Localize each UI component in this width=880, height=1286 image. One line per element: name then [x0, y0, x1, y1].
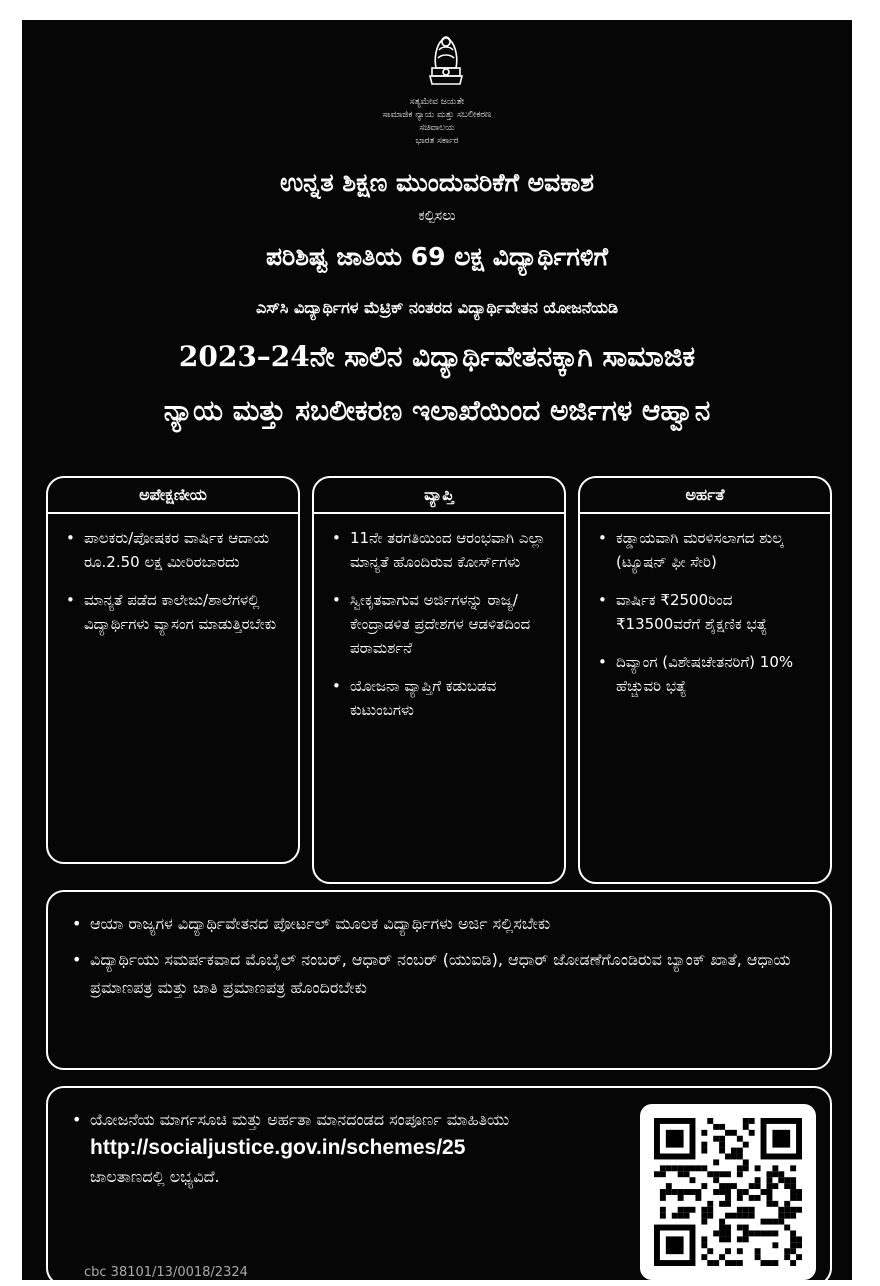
list-item: • ಸ್ವೀಕೃತವಾಗುವ ಅರ್ಜಿಗಳನ್ನು ರಾಜ್ಯ/ಕೇಂದ್ರಾಡಳಿತ ಪ್ರದೇಶಗಳ ಆಡಳಿತದಿಂದ ಪರಾಮರ್ಶನೆ	[328, 588, 554, 660]
footer-code: cbc 38101/13/0018/2324	[84, 1265, 248, 1280]
headline-2: ಕಲ್ಪಿಸಲು	[418, 208, 456, 224]
instructions-box	[46, 890, 832, 1070]
poster	[22, 20, 852, 1280]
eligibility-box	[578, 476, 832, 884]
national-emblem-icon	[422, 28, 470, 94]
list-item: • ವಾರ್ಷಿಕ ₹2500ರಿಂದ ₹13500ವರೆಗೆ ಶೈಕ್ಷಣಿಕ ಭತ್ಯೆ	[594, 588, 820, 636]
info-text-after: ಜಾಲತಾಣದಲ್ಲಿ ಲಭ್ಯವಿದೆ.	[90, 1167, 220, 1186]
headline-4: ಎಸ್‌ಸಿ ವಿದ್ಯಾರ್ಥಿಗಳ ಮೆಟ್ರಿಕ್ ನಂತರದ ವಿದ್ಯಾರ್ಥಿವೇತನ ಯೋಜನೆಯಡಿ	[255, 298, 619, 317]
list-item: • 11ನೇ ತರಗತಿಯಿಂದ ಆರಂಭವಾಗಿ ಎಲ್ಲಾ ಮಾನ್ಯತೆ ಹೊಂದಿರುವ ಕೋರ್ಸ್‌ಗಳು	[328, 526, 554, 574]
headline-1: ಉನ್ನತ ಶಿಕ್ಷಣ ಮುಂದುವರಿಕೆಗೆ ಅವಕಾಶ	[280, 168, 594, 197]
list-item: • ಮಾನ್ಯತೆ ಪಡೆದ ಕಾಲೇಜು/ಶಾಲೆಗಳಲ್ಲಿ ವಿದ್ಯಾರ್ಥಿಗಳು ವ್ಯಾಸಂಗ ಮಾಡುತ್ತಿರಬೇಕು	[62, 588, 288, 636]
ministry-type: ಸಚಿವಾಲಯ	[419, 123, 455, 133]
ministry-name: ಸಾಮಾಜಿಕ ನ್ಯಾಯ ಮತ್ತು ಸಬಲೀಕರಣ	[382, 110, 492, 120]
desirable-title: ಅಪೇಕ್ಷಣೀಯ	[48, 478, 298, 514]
list-item: • ದಿವ್ಯಾಂಗ (ವಿಶೇಷಚೇತನರಿಗೆ) 10% ಹೆಚ್ಚುವರಿ ಭತ್ಯೆ	[594, 650, 820, 698]
list-item: • ಕಡ್ಡಾಯವಾಗಿ ಮರಳಿಸಲಾಗದ ಶುಲ್ಕ (ಟ್ಯೂಷನ್ ಫೀ ಸೇರಿ)	[594, 526, 820, 574]
emblem-motto: ಸತ್ಯಮೇವ ಜಯತೇ	[409, 97, 465, 107]
headline-5: 2023–24ನೇ ಸಾಲಿನ ವಿದ್ಯಾರ್ಥಿವೇತನಕ್ಕಾಗಿ ಸಾಮಾಜಿಕ	[178, 340, 696, 373]
government-name: ಭಾರತ ಸರ್ಕಾರ	[415, 136, 459, 146]
scheme-link[interactable]: http://socialjustice.gov.in/schemes/25	[90, 1136, 466, 1159]
qr-code[interactable]	[640, 1104, 816, 1280]
list-item: • ಯೋಜನಾ ವ್ಯಾಪ್ತಿಗೆ ಕಡುಬಡವ ಕುಟುಂಬಗಳು	[328, 674, 554, 722]
eligibility-title: ಅರ್ಹತೆ	[580, 478, 830, 514]
headline-6: ನ್ಯಾಯ ಮತ್ತು ಸಬಲೀಕರಣ ಇಲಾಖೆಯಿಂದ ಅರ್ಜಿಗಳ ಆಹ್ವಾನ	[163, 394, 711, 427]
list-item: • ಪಾಲಕರು/ಪೋಷಕರ ವಾರ್ಷಿಕ ಆದಾಯ ರೂ.2.50 ಲಕ್ಷ ಮೀರಿರಬಾರದು	[62, 526, 288, 574]
headline-3: ಪರಿಶಿಷ್ಟ ಜಾತಿಯ 69 ಲಕ್ಷ ವಿದ್ಯಾರ್ಥಿಗಳಿಗೆ	[265, 242, 609, 271]
desirable-box	[46, 476, 300, 864]
qr-code-icon	[654, 1118, 802, 1266]
list-item: • ಆಯಾ ರಾಜ್ಯಗಳ ವಿದ್ಯಾರ್ಥಿವೇತನದ ಪೋರ್ಟಲ್ ಮೂಲಕ ವಿದ್ಯಾರ್ಥಿಗಳು ಅರ್ಜಿ ಸಲ್ಲಿಸಬೇಕು	[68, 910, 814, 938]
scope-box	[312, 476, 566, 884]
info-text: ಯೋಜನೆಯ ಮಾರ್ಗಸೂಚಿ ಮತ್ತು ಅರ್ಹತಾ ಮಾನದಂಡದ ಸಂಪೂರ್ಣ ಮಾಹಿತಿಯು	[90, 1110, 510, 1129]
list-item	[68, 1106, 630, 1191]
list-item: • ವಿದ್ಯಾರ್ಥಿಯು ಸಮರ್ಪಕವಾದ ಮೊಬೈಲ್ ನಂಬರ್, ಆಧಾರ್ ನಂಬರ್ (ಯುಐಡಿ), ಆಧಾರ್ ಜೋಡಣೆಗೊಂಡಿರುವ ಬ್ಯಾಂಕ್ ಖಾತೆ, ಆಧಾಯ ಪ್ರಮಾಣಪತ್ರ ಮತ್ತು ಜಾತಿ ಪ್ರಮಾಣಪತ್ರ ಹೊಂದಿರಬೇಕು	[68, 946, 814, 1002]
scope-title: ವ್ಯಾಪ್ತಿ	[314, 478, 564, 514]
